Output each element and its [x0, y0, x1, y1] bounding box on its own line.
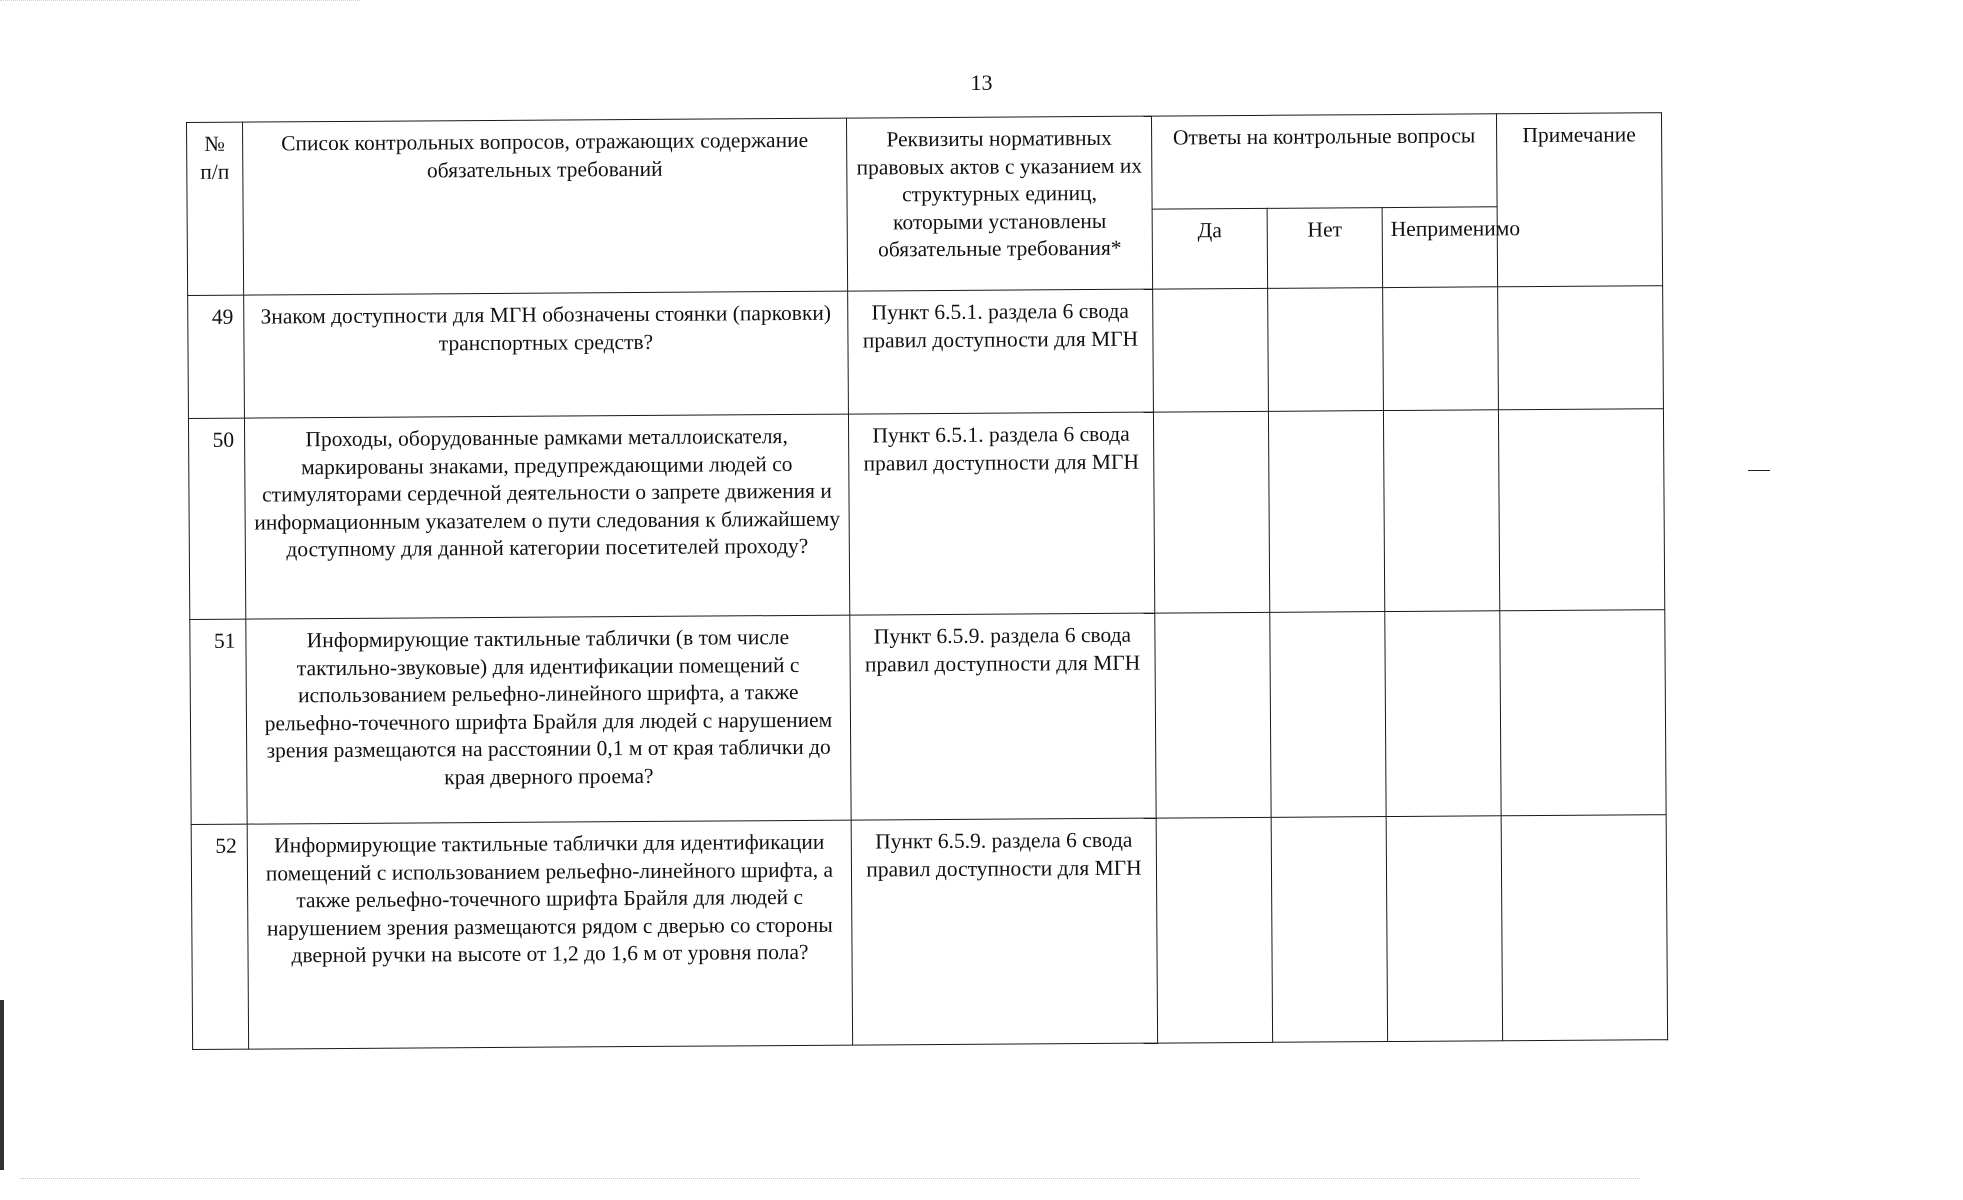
header-requisites-text: Реквизиты нормативных правовых актов с указанием их структурных единиц, которыми установлены обязательные требования* [856, 125, 1143, 262]
table-row [191, 815, 1667, 1050]
note-cell[interactable] [1500, 610, 1666, 816]
table-row [188, 409, 1664, 620]
row-number: 50 [188, 418, 245, 619]
page-number: 13 [970, 70, 993, 95]
header-question: Список контрольных вопросов, отражающих содержание обязательных требований [243, 118, 848, 295]
answer-yes-cell[interactable] [1155, 612, 1271, 818]
answer-no-cell[interactable] [1271, 817, 1387, 1043]
row-requisite: Пункт 6.5.1. раздела 6 свода правил доступности для МГН [848, 289, 1154, 414]
row-number: 49 [188, 295, 245, 418]
answer-no-cell[interactable] [1270, 612, 1386, 818]
answer-yes-cell[interactable] [1153, 288, 1269, 412]
row-requisite: Пункт 6.5.9. раздела 6 свода правил доступности для МГН [850, 613, 1156, 820]
row-question: Информирующие тактильные таблички (в том числе тактильно-звуковые) для идентификации помещений с использованием рельефно-линейного шрифта, а также рельефно-точечного шрифта Брайля для людей с нарушением зрения размещаются на расстоянии 0,1 м от края таблички до края дверного проема? [246, 615, 851, 824]
note-cell[interactable] [1498, 286, 1664, 410]
note-cell[interactable] [1498, 409, 1664, 611]
answer-no-cell[interactable] [1268, 411, 1384, 613]
answer-na-cell[interactable] [1385, 611, 1501, 817]
scan-artifact-top [0, 0, 360, 1]
header-note: Примечание [1496, 113, 1662, 287]
answer-no-cell[interactable] [1268, 288, 1384, 412]
margin-dash [1748, 470, 1770, 471]
row-requisite: Пункт 6.5.1. раздела 6 свода правил доступности для МГН [848, 412, 1154, 615]
scan-artifact-edge [0, 1000, 4, 1170]
header-no: Нет [1267, 208, 1383, 289]
table-row [188, 286, 1664, 419]
row-number: 52 [191, 824, 248, 1049]
row-question: Знаком доступности для МГН обозначены стоянки (парковки) транспортных средств? [244, 291, 849, 418]
row-requisite: Пункт 6.5.9. раздела 6 свода правил доступности для МГН [851, 818, 1157, 1045]
header-answers: Ответы на контрольные вопросы [1151, 114, 1497, 209]
checklist-table [186, 112, 1668, 1050]
note-cell[interactable] [1501, 815, 1667, 1041]
answer-na-cell[interactable] [1386, 816, 1502, 1042]
answer-yes-cell[interactable] [1156, 817, 1272, 1043]
answer-na-cell[interactable] [1383, 287, 1499, 411]
answer-na-cell[interactable] [1383, 410, 1499, 612]
answer-yes-cell[interactable] [1153, 411, 1269, 613]
row-question: Проходы, оборудованные рамками металлоискателя, маркированы знаками, предупреждающими людей со стимуляторами сердечной деятельности о запрете движения и информационным указателем о пути следования к ближайшему доступному для данной категории посетителей проходу? [244, 414, 849, 619]
row-number: 51 [190, 619, 247, 824]
header-requisites [846, 116, 1152, 291]
header-yes: Да [1152, 208, 1268, 289]
scan-artifact-bottom [20, 1178, 1640, 1179]
header-num: № п/п [187, 122, 244, 295]
header-na: Неприменимо [1382, 207, 1498, 288]
table-header-row [187, 113, 1663, 216]
row-question: Информирующие тактильные таблички для идентификации помещений с использованием рельефно-линейного шрифта, а также рельефно-точечного шрифта Брайля для людей с нарушением зрения размещаются рядом с дверью со стороны дверной ручки на высоте от 1,2 до 1,6 м от уровня пола? [247, 820, 852, 1049]
table-row [190, 610, 1666, 825]
